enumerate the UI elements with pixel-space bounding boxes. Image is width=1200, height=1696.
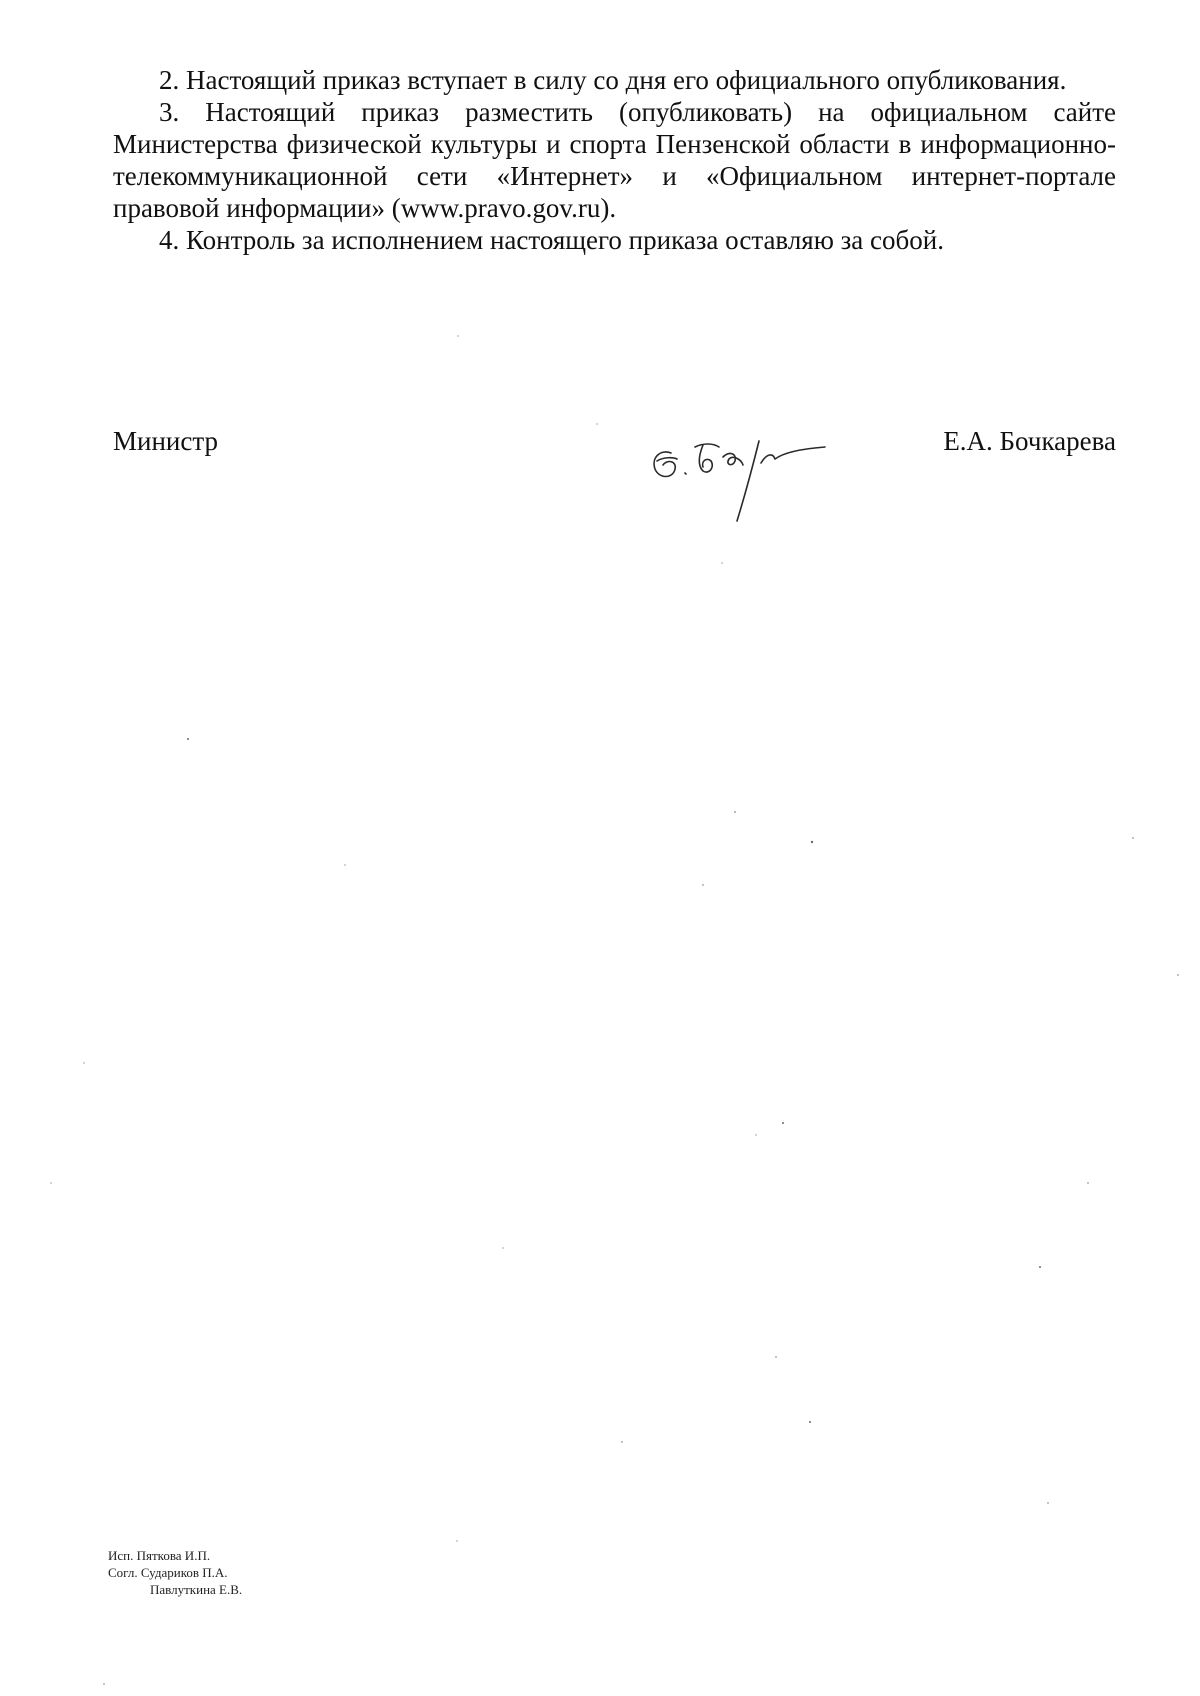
order-body <box>113 64 1116 256</box>
footer-agreed: Согл. Судариков П.А. <box>108 1565 228 1580</box>
signatory-name: Е.А. Бочкарева <box>943 426 1116 456</box>
footer-executor: Исп. Пяткова И.П. <box>108 1548 211 1563</box>
handwritten-signature <box>633 423 833 533</box>
signatory-title: Министр <box>113 426 218 456</box>
paragraph-4: 4. Контроль за исполнением настоящего приказа оставляю за собой. <box>159 225 944 255</box>
paragraph-3: 3. Настоящий приказ разместить (опубликовать) на официальном сайте Министерства физической культуры и спорта Пензенской области в информационно-телекоммуникационной сети «Интернет» и «Официальном интернет-портале правовой информации» (www.pravo.gov.ru). <box>113 97 1116 223</box>
paragraph-2: 2. Настоящий приказ вступает в силу со дня его официального опубликования. <box>159 65 1067 95</box>
footer-notes <box>108 1547 242 1598</box>
signature-block <box>113 425 1116 545</box>
footer-agreed-second: Павлуткина Е.В. <box>150 1582 243 1597</box>
